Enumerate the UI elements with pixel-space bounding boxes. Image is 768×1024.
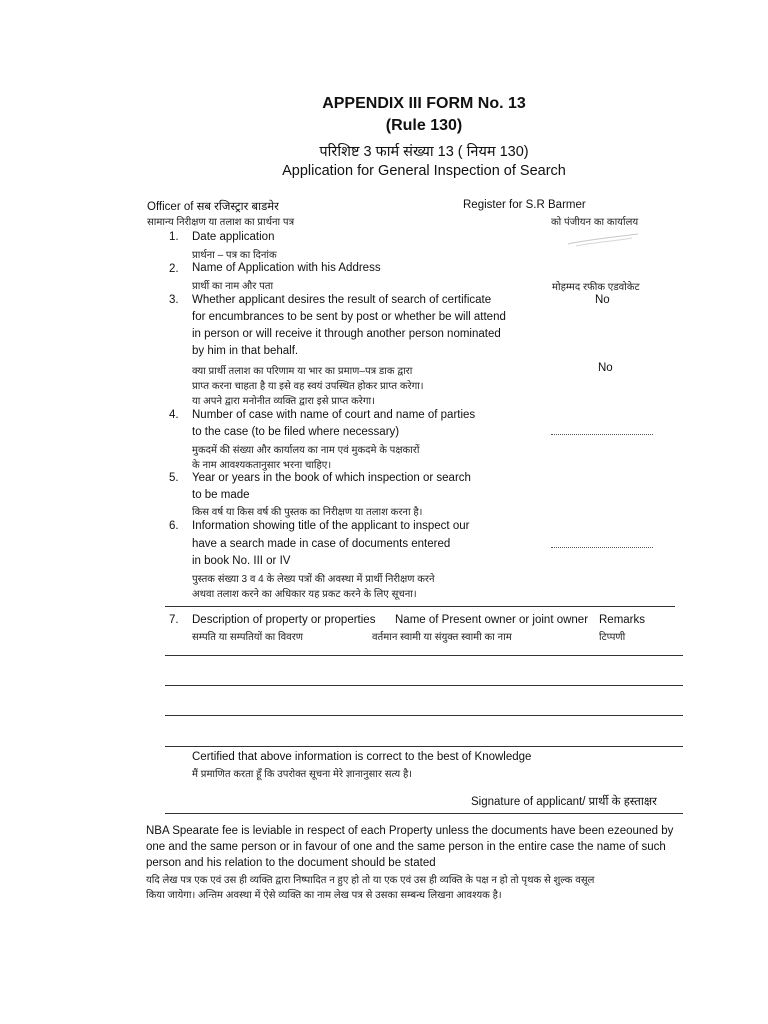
fee-note-hindi: किया जायेगा। अन्तिम अवस्था में ऐसे व्यक्ति का नाम लेख पत्र से उसका सम्बन्ध लिखना आवश्यक है। (146, 890, 502, 901)
form-title: APPENDIX III FORM No. 13 (322, 95, 526, 112)
item-text-hindi: पुस्तक संख्या 3 व 4 के लेख्य पत्रों की अवस्था में प्रार्थी निरीक्षण करने (192, 574, 435, 585)
item-text-hindi: प्रार्थना – पत्र का दिनांक (192, 250, 277, 261)
answer-blank (551, 434, 653, 435)
register-hindi: को पंजीयन का कार्यालय (551, 217, 639, 228)
item-text-hindi: प्राप्त करना चाहता है या इसे वह स्वयं उपस्थित होकर प्राप्त करेगा। (192, 381, 424, 392)
handwritten-date-mark (566, 232, 640, 248)
fee-note: person and his relation to the document should be stated (146, 857, 436, 869)
item-number: 1. (169, 231, 179, 243)
item-number: 5. (169, 472, 179, 484)
item-text: Number of case with name of court and name of parties (192, 409, 476, 421)
item-text: in book No. III or IV (192, 555, 291, 567)
officer-hindi: सामान्य निरीक्षण या तलाश का प्रार्थना पत्र (147, 217, 295, 228)
item-text-hindi: प्रार्थी का नाम और पता (192, 281, 274, 292)
rule-number: (Rule 130) (385, 117, 463, 134)
item-text: Whether applicant desires the result of search of certificate (192, 294, 492, 306)
item-text: in person or will receive it through another person nominated (192, 328, 501, 340)
item-text-hindi: के नाम आवश्यकतानुसार भरना चाहिए। (192, 460, 332, 471)
column-header-description: Description of property or properties (192, 614, 376, 626)
item-text: Date application (192, 231, 275, 243)
item-text: to be made (192, 489, 250, 501)
item-text: Year or years in the book of which inspection or search (192, 472, 471, 484)
officer-label: Officer of सब रजिस्ट्रार बाडमेर (147, 201, 279, 213)
item-text: by him in that behalf. (192, 345, 299, 357)
fee-note: NBA Spearate fee is leviable in respect of each Property unless the documents have been ezeouned by (146, 825, 674, 837)
item-text-hindi: अथवा तलाश करने का अधिकार यह प्रकट करने के लिए सूचना। (192, 589, 417, 600)
form-subtitle: Application for General Inspection of Search (282, 163, 566, 179)
item-number: 4. (169, 409, 179, 421)
certification-text: Certified that above information is correct to the best of Knowledge (192, 751, 532, 763)
column-header-description-hindi: सम्पति या सम्पतियों का विवरण (192, 632, 304, 643)
property-row-line (165, 715, 683, 716)
column-header-owner: Name of Present owner or joint owner (395, 614, 589, 626)
item-text: for encumbrances to be sent by post or whether be will attend (192, 311, 506, 323)
item-text-hindi: या अपने द्वारा मनोनीत व्यक्ति द्वारा इसे प्राप्त करेगा। (192, 396, 375, 407)
item-number: 7. (169, 614, 179, 626)
item-text: have a search made in case of documents entered (192, 538, 451, 550)
certification-text-hindi: मैं प्रमाणित करता हूँ कि उपरोक्त सूचना मेरे ज्ञानानुसार सत्य है। (192, 769, 413, 780)
property-row-line (165, 746, 683, 747)
section-rule (165, 606, 675, 607)
answer-value: No (595, 294, 610, 306)
answer-value: No (598, 362, 613, 374)
column-header-owner-hindi: वर्तमान स्वामी या संयुक्त स्वामी का नाम (372, 632, 512, 643)
item-text: to the case (to be filed where necessary) (192, 426, 400, 438)
applicant-name-answer: मोहम्मद रफीक एडवोकेट (552, 282, 640, 293)
item-text: Information showing title of the applicant to inspect our (192, 520, 470, 532)
item-text: Name of Application with his Address (192, 262, 381, 274)
answer-blank (551, 547, 653, 548)
item-text-hindi: मुकदमें की संख्या और कार्यालय का नाम एवं मुकदमे के पक्षकारों (192, 445, 420, 456)
signature-label: Signature of applicant/ प्रार्थी के हस्ताक्षर (471, 796, 657, 808)
item-number: 3. (169, 294, 179, 306)
item-text-hindi: क्या प्रार्थी तलाश का परिणाम या भार का प्रमाण–पत्र डाक द्वारा (192, 366, 413, 377)
fee-note-hindi: यदि लेख पत्र एक एवं उस ही व्यक्ति द्वारा निष्पादित न हुए हो तो या एक एवं उस ही व्यक्ति के पक्ष न हो तो पृथक से शुल्क वसूल (146, 875, 595, 886)
column-header-remarks: Remarks (599, 614, 646, 626)
property-row-line (165, 655, 683, 656)
item-text-hindi: किस वर्ष या किस वर्ष की पुस्तक का निरीक्षण या तलाश करना है। (192, 507, 423, 518)
property-row-line (165, 685, 683, 686)
hindi-title: परिशिष्ट 3 फार्म संख्या 13 ( नियम 130) (319, 144, 529, 160)
column-header-remarks-hindi: टिप्पणी (599, 632, 626, 643)
register-label: Register for S.R Barmer (463, 199, 586, 211)
item-number: 6. (169, 520, 179, 532)
fee-note: one and the same person or in favour of one and the same person in the entire case the name of such (146, 841, 666, 853)
signature-rule (165, 813, 683, 814)
item-number: 2. (169, 263, 179, 275)
